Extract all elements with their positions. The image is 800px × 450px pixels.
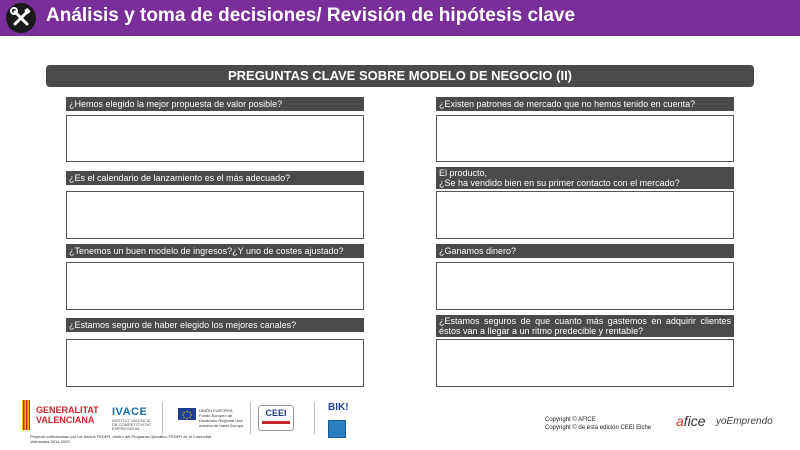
eu-flag-icon bbox=[178, 408, 196, 420]
ceei-logo bbox=[258, 405, 294, 431]
answer-box[interactable] bbox=[66, 339, 364, 387]
afice-logo bbox=[676, 413, 706, 429]
answer-box[interactable] bbox=[66, 115, 364, 162]
ceei-text: CEEI bbox=[265, 408, 287, 418]
ivace-logo: IVACE bbox=[112, 406, 148, 418]
question-label bbox=[436, 167, 734, 189]
copyright-line2: Copyright © de esta edición CEEI Elche bbox=[545, 425, 652, 431]
question-label: ¿Ganamos dinero? bbox=[436, 244, 734, 258]
answer-box[interactable] bbox=[66, 262, 364, 310]
section-title: PREGUNTAS CLAVE SOBRE MODELO DE NEGOCIO (II) bbox=[46, 65, 754, 87]
answer-box[interactable] bbox=[436, 115, 734, 162]
eu-text: UNIÓN EUROPEA Fondo Europeo de Desarrollo Regional Una manera de hacer Europa bbox=[199, 408, 244, 428]
afice-logo-rest: fice bbox=[683, 413, 706, 429]
question-label-line: éstos van a llegar a un ritmo predecible y rentable? bbox=[439, 326, 644, 336]
answer-box[interactable] bbox=[66, 191, 364, 239]
generalitat-logo-icon bbox=[22, 400, 30, 430]
divider bbox=[162, 402, 163, 434]
question-label: ¿Es el calendario de lanzamiento es el más adecuado? bbox=[66, 171, 364, 185]
afice-logo-a: a bbox=[676, 413, 684, 429]
page-title: Análisis y toma de decisiones/ Revisión de hipótesis clave bbox=[46, 5, 576, 26]
copyright-line1: Copyright © AFICE bbox=[545, 417, 596, 423]
question-label-line: ¿Estamos seguros de que cuanto más gastemos en adquirir clientes bbox=[439, 316, 731, 326]
ceei-stripe bbox=[262, 421, 290, 424]
header-bar bbox=[0, 0, 800, 36]
bik-logo: BIK! bbox=[328, 402, 349, 413]
question-label: ¿Hemos elegido la mejor propuesta de valor posible? bbox=[66, 97, 364, 111]
copyright bbox=[545, 416, 651, 432]
bik-cube-icon bbox=[328, 420, 346, 438]
divider bbox=[314, 402, 315, 434]
divider bbox=[250, 402, 251, 434]
tools-icon bbox=[6, 3, 36, 33]
funding-note: Proyecto cofinanciado por los fondos FEDER, dentro del Programa Operativo FEDER de la Comunitat Valenciana 2014-2020 bbox=[30, 434, 212, 444]
question-label: ¿Existen patrones de mercado que no hemos tenido en cuenta? bbox=[436, 97, 734, 111]
question-label: ¿Estamos seguro de haber elegido los mejores canales? bbox=[66, 318, 364, 332]
ivace-subtitle: INSTITUT VALENCIÀ DE COMPETITIVITAT EMPRESARIAL bbox=[112, 418, 152, 431]
question-label-line: El producto, bbox=[439, 168, 488, 178]
question-label-line: ¿Se ha vendido bien en su primer contacto con el mercado? bbox=[439, 178, 680, 188]
generalitat-line2: VALENCIANA bbox=[36, 415, 95, 425]
answer-box[interactable] bbox=[436, 339, 734, 387]
answer-box[interactable] bbox=[436, 191, 734, 239]
yoemprendo-logo: yoEmprendo bbox=[716, 416, 773, 427]
question-label bbox=[436, 315, 734, 337]
question-label: ¿Tenemos un buen modelo de ingresos?¿Y uno de costes ajustado? bbox=[66, 244, 364, 258]
generalitat-line1: GENERALITAT bbox=[36, 405, 99, 415]
generalitat-logo bbox=[36, 405, 99, 425]
answer-box[interactable] bbox=[436, 262, 734, 310]
